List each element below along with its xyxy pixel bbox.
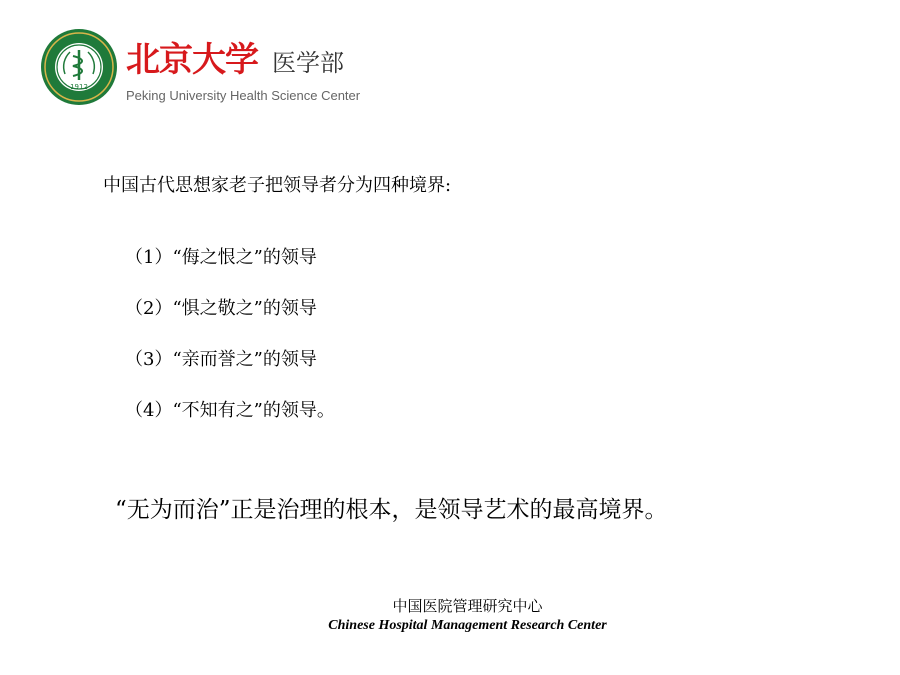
- conclusion-text: “无为而治”正是治理的根本，是领导艺术的最高境界。: [115, 497, 668, 523]
- footer-org-en: Chinese Hospital Management Research Center: [328, 618, 607, 633]
- intro-text: 中国古代思想家老子把领导者分为四种境界:: [103, 175, 452, 196]
- list-item: （3）“亲而誉之”的领导: [125, 349, 317, 370]
- footer: [0, 596, 900, 636]
- header: [40, 28, 370, 112]
- university-name-cn: 北京大学: [126, 40, 258, 80]
- leadership-levels-list: [125, 246, 335, 450]
- department-name-cn: 医学部: [272, 49, 344, 77]
- list-item: （2）“惧之敬之”的领导: [125, 298, 317, 319]
- logo-year: 1912: [70, 83, 88, 91]
- list-item: （1）“侮之恨之”的领导: [125, 247, 317, 268]
- list-item: （4）“不知有之”的领导。: [125, 400, 335, 421]
- university-seal-logo: [40, 28, 118, 106]
- footer-org-cn: 中国医院管理研究中心: [392, 597, 543, 615]
- university-name-en: Peking University Health Science Center: [126, 88, 361, 103]
